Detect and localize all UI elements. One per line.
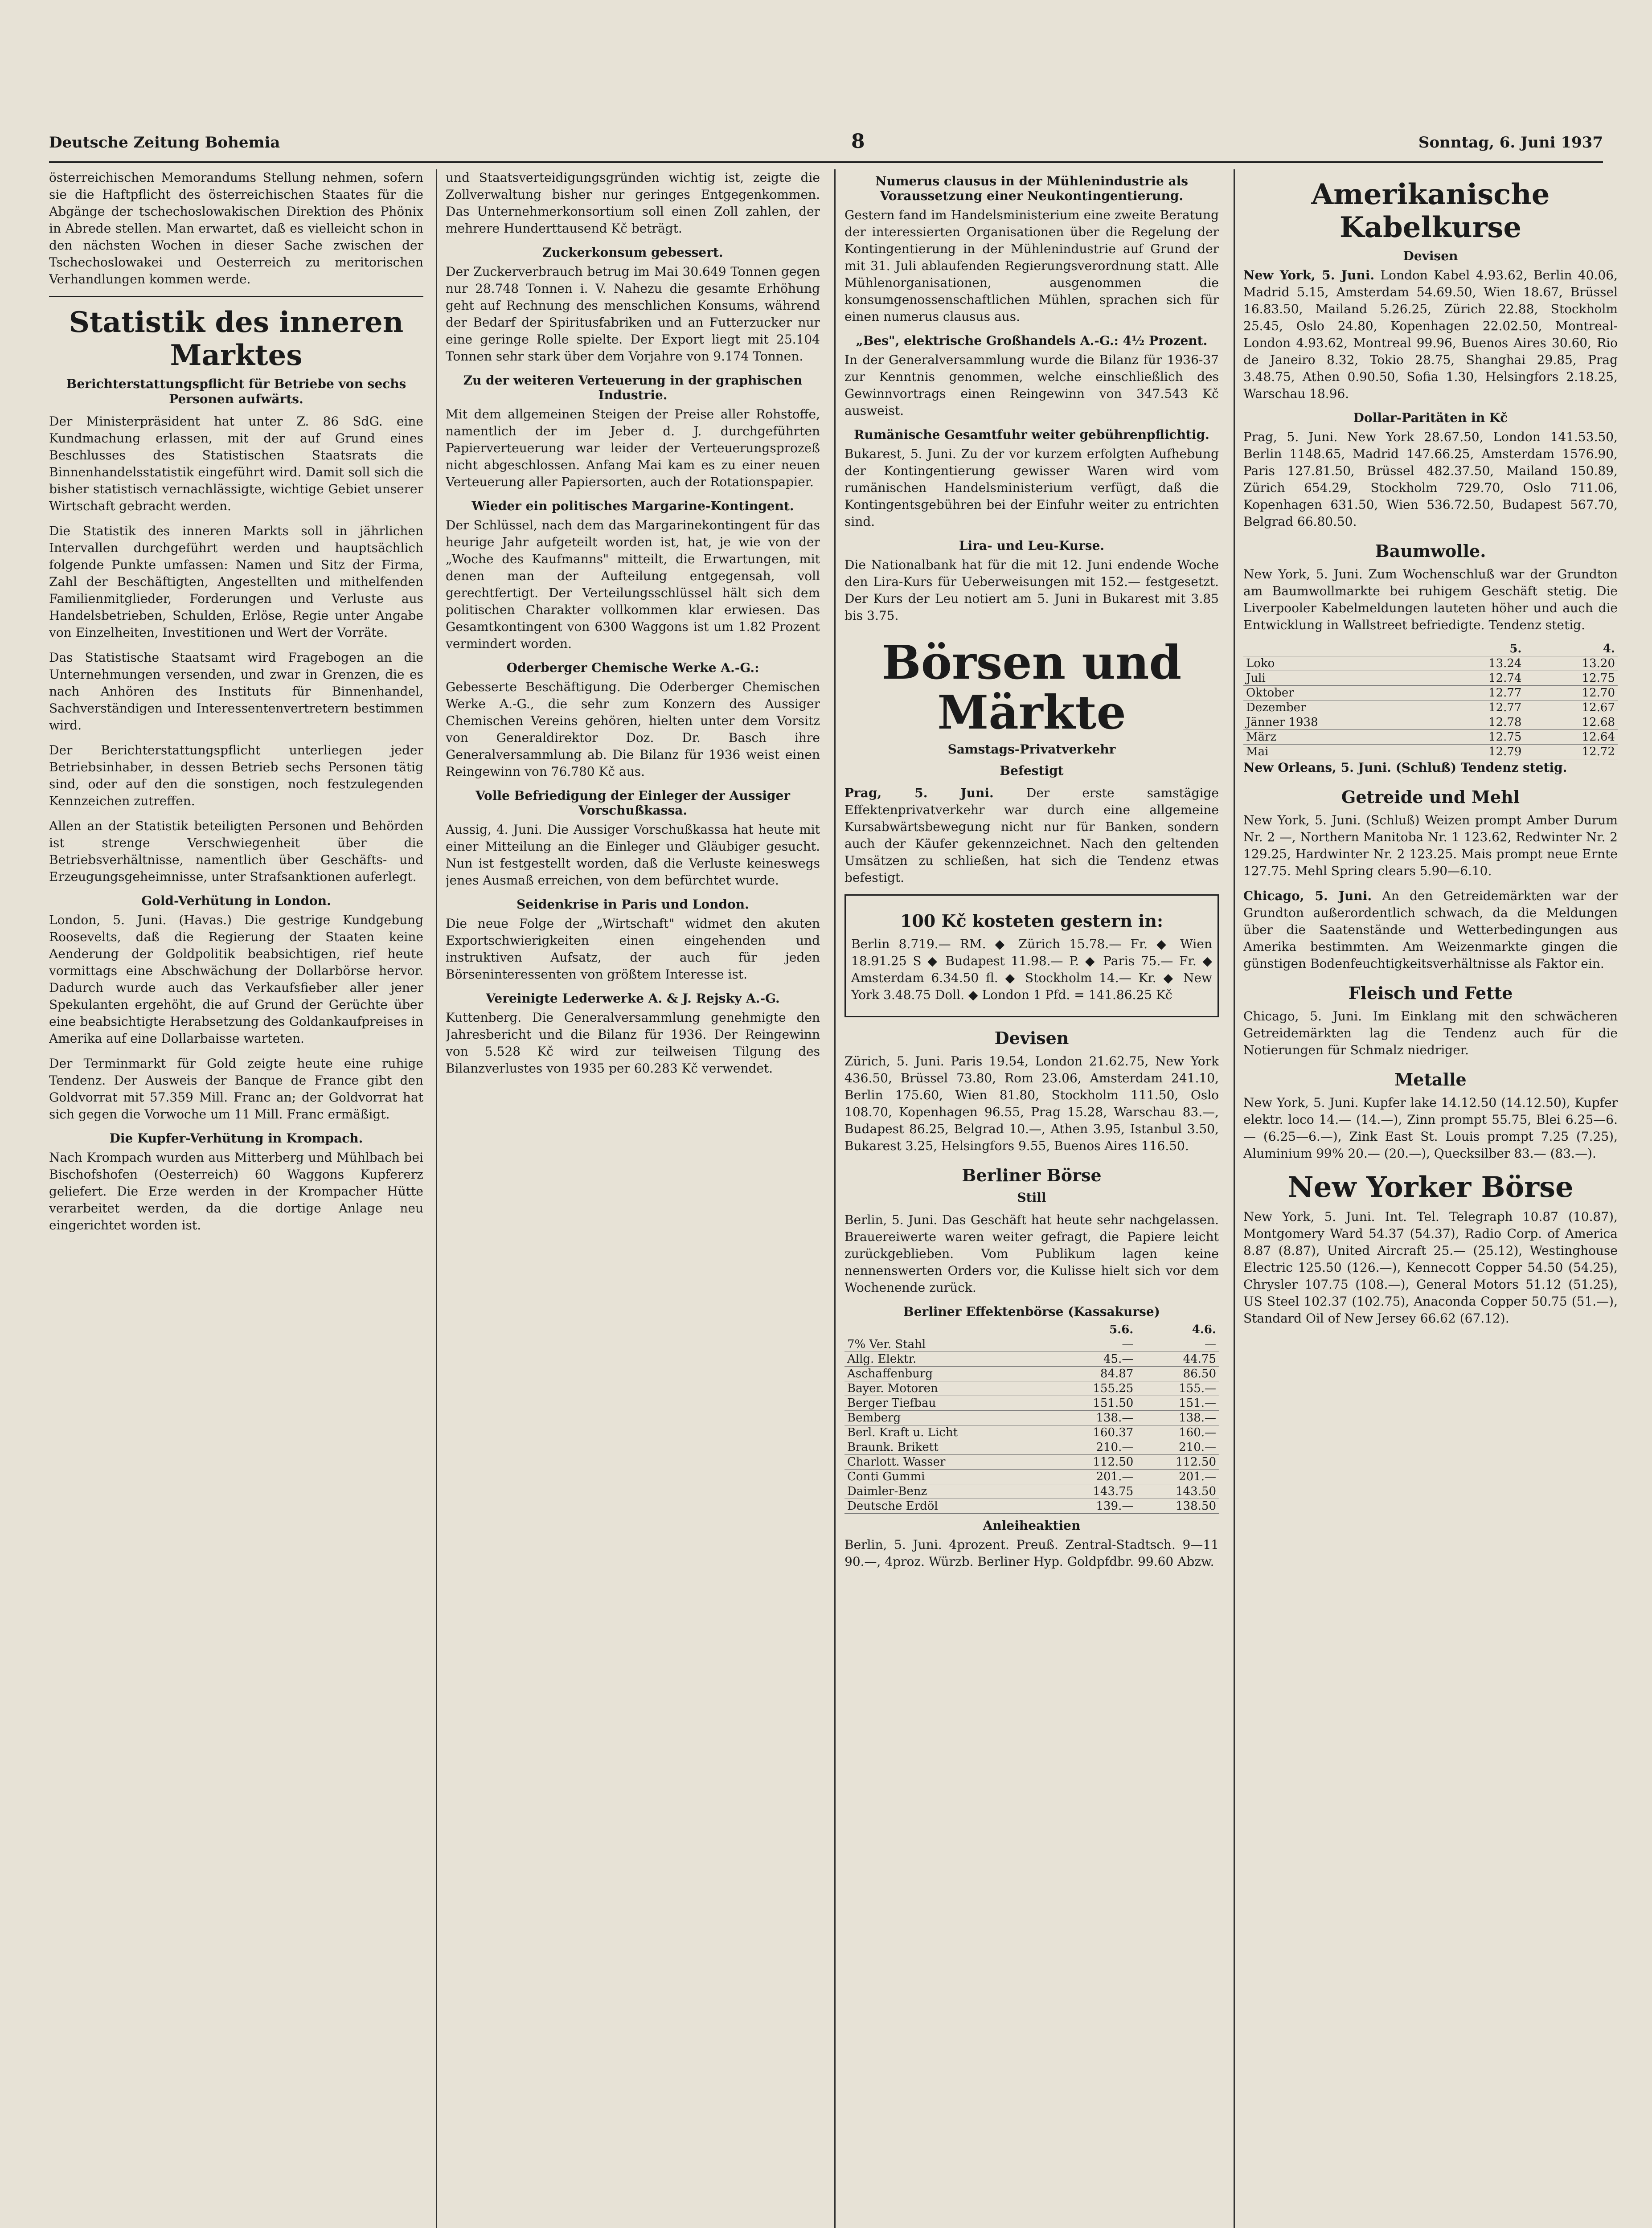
- row-value: 155.25: [1054, 1381, 1136, 1396]
- article-title: Wieder ein politisches Margarine-Kontingent.: [471, 499, 794, 513]
- row-value: 45.—: [1054, 1352, 1136, 1367]
- row-value: 12.68: [1524, 715, 1618, 730]
- section-title: Devisen: [1403, 249, 1458, 263]
- article-paragraph: Chicago, 5. Juni. Im Einklang mit den schwächeren Getreidemärkten lag die Tendenz auch für die Notierungen für Schmalz niedriger.: [1243, 1009, 1618, 1057]
- section-title: Baumwolle.: [1375, 541, 1486, 561]
- article-title: Seidenkrise in Paris und London.: [517, 897, 749, 912]
- article-title: Oderberger Chemische Werke A.-G.:: [506, 660, 759, 675]
- row-value: 155.—: [1136, 1381, 1219, 1396]
- article-paragraph: Mit dem allgemeinen Steigen der Preise aller Rohstoffe, namentlich der im Jeber d. J. durchgeführten Papierverteuerung war leider der Verteuerungsprozeß nicht abgeschlossen. Anfang Mai kam es zu einer neuen Verteuerung aller Papiersorten, auch der Rotationspapier.: [446, 407, 820, 489]
- row-value: 4.: [1524, 642, 1618, 656]
- article-paragraph: Die neue Folge der „Wirtschaft" widmet den akuten Exportschwierigkeiten einen eingehenden und instruktiven Aufsatz, der auch für jeden Börseninteressenten von größtem Interesse ist.: [446, 916, 820, 982]
- row-value: 138.50: [1136, 1499, 1219, 1514]
- row-label: Charlott. Wasser: [844, 1455, 1054, 1470]
- row-value: 13.20: [1524, 656, 1618, 671]
- row-value: 44.75: [1136, 1352, 1219, 1367]
- row-value: 201.—: [1136, 1470, 1219, 1484]
- row-label: Deutsche Erdöl: [844, 1499, 1054, 1514]
- row-value: 12.70: [1524, 686, 1618, 700]
- row-value: 151.50: [1054, 1396, 1136, 1411]
- table-row: [844, 1440, 1219, 1455]
- dateline: New York, 5. Juni.: [1243, 268, 1375, 283]
- column-4: [1243, 169, 1618, 2228]
- article-paragraph: New York, 5. Juni. Kupfer lake 14.12.50 (14.12.50), Kupfer elektr. loco 14.— (14.—), Zinn prompt 55.75, Blei 6.25—6.— (6.25—6.—), Zink East St. Louis prompt 7.25 (7.25), Aluminium 99% 20.— (20.—), Quecksilber 83.— (83.—).: [1243, 1095, 1618, 1161]
- row-label: Loko: [1243, 656, 1431, 671]
- article-paragraph: London, 5. Juni. (Havas.) Die gestrige Kundgebung Roosevelts, daß die Regierung der Staaten keine Aenderung der Goldpolitik beabsichtigen, rief heute vormittags eine Abschwächung der Dollarbörse hervor. Dadurch wurde auch das Verkaufsfieber aller jener Spekulanten ergehöht, die auf Grund der Gerüchte über eine beabsichtigte Herabsetzung des Goldankaufpreises in Amerika auf eine Dollarbaisse warteten.: [49, 913, 423, 1046]
- table-row: [844, 1396, 1219, 1411]
- article-title: Gold-Verhütung in London.: [141, 893, 331, 908]
- row-value: 12.75: [1524, 671, 1618, 686]
- article-paragraph: Prag, 5. Juni. New York 28.67.50, London 141.53.50, Berlin 1148.65, Madrid 147.66.25, Amsterdam 1576.90, Paris 127.81.50, Brüssel 482.37.50, Mailand 150.89, Zürich 654.29, Stockholm 729.70, Oslo 711.06, Kopenhagen 631.50, Wien 536.72.50, Budapest 567.70, Belgrad 66.80.50.: [1243, 430, 1618, 529]
- row-label: Juli: [1243, 671, 1431, 686]
- headline-statistik: Statistik des inneren Marktes: [69, 306, 404, 372]
- article-paragraph: New York, 5. Juni. Int. Tel. Telegraph 10.87 (10.87), Montgomery Ward 54.37 (54.37), Radio Corp. of America 8.87 (8.87), United Aircraft 25.— (25.12), Westinghouse Electric 125.50 (126.—), Kennecott Copper 54.50 (54.25), Chrysler 107.75 (108.—), General Motors 51.12 (51.25), US Steel 102.37 (102.75), Anaconda Copper 50.75 (51.—), Standard Oil of New Jersey 66.62 (67.12).: [1243, 1209, 1618, 1326]
- table-row: [844, 1470, 1219, 1484]
- row-value: 13.24: [1431, 656, 1525, 671]
- table-row: [844, 1411, 1219, 1425]
- row-label: [844, 1323, 1054, 1337]
- row-value: 160.37: [1054, 1425, 1136, 1440]
- article-paragraph: Das Statistische Staatsamt wird Fragebogen an die Unternehmungen versenden, und zwar in Grenzen, die es nach Anhören des Instituts für Binnenhandel, Sachverständigen und Interessentenvertretern bestimmen wird.: [49, 650, 423, 733]
- masthead: [49, 130, 1603, 160]
- article-paragraph: New York, 5. Juni. Zum Wochenschluß war der Grundton am Baumwollmarkte bei ruhigem Geschäft stetig. Die Liverpooler Kabelmeldungen lauteten höher und auch die Entwicklung in Wallstreet befriedigte. Tendenz stetig.: [1243, 567, 1618, 632]
- box-text: Berlin 8.719.— RM. ◆ Zürich 15.78.— Fr. ◆ Wien 18.91.25 S ◆ Budapest 11.98.— P. ◆ Paris 75.— Fr. ◆ Amsterdam 6.34.50 fl. ◆ Stockholm 14.— Kr. ◆ New York 3.48.75 Doll. ◆ London 1 Pfd. = 141.86.25 Kč: [851, 937, 1212, 1002]
- row-value: 12.64: [1524, 730, 1618, 745]
- row-value: 138.—: [1054, 1411, 1136, 1425]
- column-1: [49, 169, 423, 2228]
- row-label: Aschaffenburg: [844, 1367, 1054, 1381]
- article-paragraph: Der Berichterstattungspflicht unterliegen jeder Betriebsinhaber, in dessen Betrieb sechs Personen tätig sind, oder auf den die sonstigen, noch festzulegenden Kennzeichen zutreffen.: [49, 743, 423, 808]
- article-paragraph: Berlin, 5. Juni. 4prozent. Preuß. Zentral-Stadtsch. 9—11 90.—, 4proz. Würzb. Berliner Hyp. Goldpfdbr. 99.60 Abzw.: [844, 1537, 1219, 1569]
- table-row: [844, 1499, 1219, 1514]
- row-label: Daimler-Benz: [844, 1484, 1054, 1499]
- column-divider: [1234, 169, 1235, 2228]
- table-row: [1243, 671, 1618, 686]
- headline-new-yorker-boerse: New Yorker Börse: [1287, 1171, 1574, 1204]
- table-row: [844, 1337, 1219, 1352]
- section-title: Getreide und Mehl: [1341, 787, 1520, 807]
- section-title: Dollar-Paritäten in Kč: [1353, 410, 1508, 425]
- subheadline: Berichterstattungspflicht für Betriebe von sechs Personen aufwärts.: [66, 377, 406, 406]
- row-value: 112.50: [1054, 1455, 1136, 1470]
- article-paragraph: Allen an der Statistik beteiligten Personen und Behörden ist strenge Verschwiegenheit über die Betriebsverhältnisse, namentlich über Geschäfts- und Erzeugungsgeheimnisse, unter Strafsanktionen auferlegt.: [49, 819, 423, 884]
- article-paragraph: Gebesserte Beschäftigung. Die Oderberger Chemischen Werke A.-G., die sehr zum Konzern des Aussiger Chemischen Vereins gehören, hielten unter dem Vorsitz von Generaldirektor Doz. Dr. Basch ihre Generalversammlung ab. Die Bilanz für 1936 weist einen Reingewinn von 76.780 Kč aus.: [446, 680, 820, 779]
- page-number: 8: [851, 130, 865, 153]
- row-label: Dezember: [1243, 700, 1431, 715]
- row-value: 12.67: [1524, 700, 1618, 715]
- article-continuation: und Staatsverteidigungsgründen wichtig ist, zeigte die Zollverwaltung bisher nur geringes Entgegenkommen. Das Unternehmerkonsortium soll einen Zoll zahlen, der mehrere Hunderttausend Kč beträgt.: [446, 170, 820, 236]
- table-row: [1243, 745, 1618, 759]
- article-paragraph: Nach Krompach wurden aus Mitterberg und Mühlbach bei Bischofshofen (Oesterreich) 60 Waggons Kupfererz geliefert. Die Erze werden in der Krompacher Hütte verarbeitet werden, da die dortige Anlage neu eingerichtet worden ist.: [49, 1150, 423, 1233]
- row-value: 86.50: [1136, 1367, 1219, 1381]
- section-title: Berliner Börse: [962, 1165, 1102, 1185]
- table-row: [844, 1381, 1219, 1396]
- article-text: London Kabel 4.93.62, Berlin 40.06, Madrid 5.15, Amsterdam 54.69.50, Wien 18.67, Brüssel 16.83.50, Mailand 5.26.25, Zürich 22.88, Stockholm 25.45, Oslo 24.80, Kopenhagen 22.02.50, Montreal-London 4.93.62, Montreal 99.96, Buenos Aires 30.60, Rio de Janeiro 8.32, Tokio 28.75, Shanghai 29.85, Prag 3.48.75, Athen 0.90.50, Sofia 1.30, Helsingfors 2.18.25, Warschau 18.96.: [1243, 268, 1618, 401]
- article-paragraph: Die Statistik des inneren Markts soll in jährlichen Intervallen durchgeführt werden und hauptsächlich folgende Punkte umfassen: Namen und Sitz der Firma, Zahl der Beschäftigten, Angestellten und mithelfenden Familienmitglieder, Forderungen und Verluste aus Handelsbetrieben, Schulden, Erlöse, Regie unter Angabe von Einzelheiten, Investitionen und Wert der Vorräte.: [49, 524, 423, 640]
- article-paragraph: Gestern fand im Handelsministerium eine zweite Beratung der interessierten Organisationen über die Regelung der Kontingentierung in der Mühlenindustrie auf Grund der mit 31. Juli ablaufenden Regierungsverordnung statt. Alle Mühlenorganisationen, ausgenommen die konsumgenossenschaftlichen Mühlen, sprachen sich für einen numerus clausus aus.: [844, 208, 1219, 324]
- row-label: Mai: [1243, 745, 1431, 759]
- row-value: —: [1136, 1337, 1219, 1352]
- article-paragraph: Die Nationalbank hat für die mit 12. Juni endende Woche den Lira-Kurs für Ueberweisungen mit 152.— festgesetzt. Der Kurs der Leu notiert am 5. Juni in Bukarest mit 3.85 bis 3.75.: [844, 557, 1219, 623]
- kassa-table: [844, 1323, 1219, 1514]
- dateline: New Orleans, 5. Juni. (Schluß) Tendenz stetig.: [1243, 760, 1567, 775]
- article-title: Die Kupfer-Verhütung in Krompach.: [109, 1131, 363, 1146]
- article-title: „Bes", elektrische Großhandels A.-G.: 4½ Prozent.: [856, 333, 1208, 348]
- issue-date: Sonntag, 6. Juni 1937: [1418, 134, 1603, 152]
- article-paragraph: Kuttenberg. Die Generalversammlung genehmigte den Jahresbericht und die Bilanz für 1936. Der Reingewinn von 5.528 Kč wird zur teilweisen Tilgung des Bilanzverlustes von 1935 per 60.283 Kč verwendet.: [446, 1010, 820, 1076]
- row-value: 151.—: [1136, 1396, 1219, 1411]
- row-value: 143.50: [1136, 1484, 1219, 1499]
- row-value: 12.79: [1431, 745, 1525, 759]
- row-value: 139.—: [1054, 1499, 1136, 1514]
- dateline: Chicago, 5. Juni.: [1243, 889, 1372, 903]
- headline-kabelkurse: Amerikanische Kabelkurse: [1311, 178, 1550, 244]
- article-paragraph: Der Terminmarkt für Gold zeigte heute eine ruhige Tendenz. Der Ausweis der Banque de France gibt den Goldvorrat mit 57.359 Mill. Franc an; der Goldvorrat hat sich gegen die Vorwoche um 11 Mill. Franc ermäßigt.: [49, 1056, 423, 1122]
- row-value: 201.—: [1054, 1470, 1136, 1484]
- article-paragraph: Der Zuckerverbrauch betrug im Mai 30.649 Tonnen gegen nur 28.748 Tonnen i. V. Nahezu die gesamte Erhöhung geht auf Rechnung des menschlichen Konsums, während der Bedarf der Spiritusfabriken und an Futterzucker nur eine geringe Rolle spielte. Der Export liegt mit 25.104 Tonnen sehr stark über dem Vorjahre von 9.174 Tonnen.: [446, 264, 820, 364]
- article-paragraph: Zürich, 5. Juni. Paris 19.54, London 21.62.75, New York 436.50, Brüssel 73.80, Rom 23.06, Amsterdam 241.10, Berlin 175.60, Wien 81.80, Stockholm 111.50, Oslo 108.70, Kopenhagen 96.55, Prag 15.28, Warschau 83.—, Budapest 86.25, Belgrad 10.—, Athen 3.95, Istanbul 3.50, Bukarest 3.25, Helsingfors 9.55, Buenos Aires 116.50.: [844, 1054, 1219, 1153]
- article-title: Lira- und Leu-Kurse.: [959, 538, 1105, 553]
- masthead-rule: [49, 161, 1603, 163]
- row-label: Allg. Elektr.: [844, 1352, 1054, 1367]
- article-title: Zu der weiteren Verteuerung in der graphischen Industrie.: [463, 373, 803, 402]
- row-label: 7% Ver. Stahl: [844, 1337, 1054, 1352]
- headline-boersen: Börsen und Märkte: [881, 635, 1182, 740]
- article-paragraph: Aussig, 4. Juni. Die Aussiger Vorschußkassa hat heute mit einer Mitteilung an die Einleger und Gläubiger gesucht. Nun ist festgestellt worden, daß die Verluste keineswegs jenes Ausmaß erreichen, von dem befürchtet wurde.: [446, 822, 820, 888]
- row-value: 138.—: [1136, 1411, 1219, 1425]
- row-value: 12.75: [1431, 730, 1525, 745]
- subheadline: Samstags-Privatverkehr: [947, 742, 1116, 757]
- row-value: 143.75: [1054, 1484, 1136, 1499]
- section-title: Metalle: [1394, 1069, 1467, 1089]
- row-label: Jänner 1938: [1243, 715, 1431, 730]
- cotton-table: [1243, 642, 1618, 759]
- table-row: [844, 1425, 1219, 1440]
- row-value: 210.—: [1054, 1440, 1136, 1455]
- table-row: [1243, 656, 1618, 671]
- row-label: Berger Tiefbau: [844, 1396, 1054, 1411]
- article-text: An den Getreidemärkten war der Grundton außerordentlich schwach, da die Meldungen über die Saatenstände und Wetterbedingungen aus Amerika bestimmten. Am Weizenmarkte gingen die günstigen Bodenfeuchtigkeitsverhältnisse als Faktor ein.: [1243, 889, 1618, 971]
- row-label: Braunk. Brikett: [844, 1440, 1054, 1455]
- row-value: 84.87: [1054, 1367, 1136, 1381]
- article-title: Volle Befriedigung der Einleger der Aussiger Vorschußkassa.: [475, 788, 791, 818]
- tendency-label: Befestigt: [1000, 763, 1064, 778]
- row-label: Bayer. Motoren: [844, 1381, 1054, 1396]
- article-title: Zuckerkonsum gebessert.: [542, 245, 723, 260]
- article-title: Anleiheaktien: [983, 1518, 1081, 1533]
- row-value: 12.77: [1431, 700, 1525, 715]
- article-paragraph: Der Ministerpräsident hat unter Z. 86 SdG. eine Kundmachung erlassen, mit der auf Grund eines Beschlusses des Statistischen Staatsrats die Binnenhandelsstatistik eingeführt wird. Damit soll sich die bisher statistisch vernachlässigte, wichtige Gebiet unserer Wirtschaft gebracht werden.: [49, 414, 423, 513]
- row-value: 160.—: [1136, 1425, 1219, 1440]
- row-value: —: [1054, 1337, 1136, 1352]
- tendency-label: Still: [1017, 1190, 1046, 1205]
- article-title: Vereinigte Lederwerke A. & J. Rejsky A.-G.: [486, 991, 780, 1006]
- table-row: [844, 1484, 1219, 1499]
- row-value: 12.72: [1524, 745, 1618, 759]
- article-paragraph: Bukarest, 5. Juni. Zu der vor kurzem erfolgten Aufhebung der Kontingentierung gewisser Waren wird vom rumänischen Handelsministerium verfügt, daß die Kontingentsgebühren bei der Einfuhr weiter zu entrichten sind.: [844, 446, 1219, 529]
- table-row: [1243, 686, 1618, 700]
- table-row: [844, 1367, 1219, 1381]
- box-title: 100 Kč kosteten gestern in:: [900, 911, 1164, 931]
- dateline: Prag, 5. Juni.: [844, 786, 994, 800]
- row-value: 5.: [1431, 642, 1525, 656]
- article-paragraph: New York, 5. Juni. (Schluß) Weizen prompt Amber Durum Nr. 2 —, Northern Manitoba Nr. 1 123.62, Redwinter Nr. 2 129.25, Hardwinter Nr. 2 123.25. Mais prompt neue Ernte 127.75. Mehl Spring clears 5.90—6.10.: [1243, 813, 1618, 878]
- table-row: [1243, 715, 1618, 730]
- table-row: [844, 1455, 1219, 1470]
- table-header-row: [844, 1323, 1219, 1337]
- article-title: Rumänische Gesamtfuhr weiter gebührenpflichtig.: [854, 427, 1209, 442]
- article-paragraph: Berlin, 5. Juni. Das Geschäft hat heute sehr nachgelassen. Brauereiwerte waren weiter gefragt, die Papiere leicht zurückgeblieben. Vom Publikum lagen keine nennenswerten Orders vor, die Kulisse hielt sich vor dem Wochenende zurück.: [844, 1212, 1219, 1295]
- row-value: 210.—: [1136, 1440, 1219, 1455]
- column-divider: [834, 169, 836, 2228]
- column-divider: [436, 169, 437, 2228]
- row-label: Oktober: [1243, 686, 1431, 700]
- article-paragraph: In der Generalversammlung wurde die Bilanz für 1936-37 zur Kenntnis genommen, welche einschließlich des Gewinnvortrags einen Reingewinn von 347.543 Kč ausweist.: [844, 352, 1219, 418]
- row-value: 5.6.: [1054, 1323, 1136, 1337]
- article-title: Numerus clausus in der Mühlenindustrie als Voraussetzung einer Neukontingentierung.: [875, 174, 1189, 203]
- exchange-box: [844, 894, 1219, 1017]
- article-paragraph: Der Schlüssel, nach dem das Margarinekontingent für das heurige Jahr aufgeteilt worden ist, hat, je wie von der „Woche des Kaufmanns" mitteilt, die Erwartungen, mit denen man der Aufteilung entgegensah, voll gerechtfertigt. Der Verteilungsschlüssel hält sich dem politischen Charakter vollkommen klar erwiesen. Das Gesamtkontingent von 6300 Waggons ist um 1.82 Prozent vermindert worden.: [446, 518, 820, 651]
- section-rule: [49, 296, 423, 297]
- table-title: Berliner Effektenbörse (Kassakurse): [903, 1304, 1160, 1319]
- section-title: Fleisch und Fette: [1348, 983, 1513, 1003]
- row-label: Bemberg: [844, 1411, 1054, 1425]
- article-continuation: österreichischen Memorandums Stellung nehmen, sofern sie die Haftpflicht des österreichischen Staates für die Abgänge der tschechoslowakischen Direktion des Phönix in Abrede stellen. Man erwartet, daß es vielleicht schon in den nächsten Wochen in dieser Sache zwischen der Tschechoslowakei und Oesterreich zu meritorischen Verhandlungen kommen werde.: [49, 170, 423, 287]
- newspaper-title: Deutsche Zeitung Bohemia: [49, 134, 280, 152]
- table-row: [844, 1352, 1219, 1367]
- table-row: [1243, 730, 1618, 745]
- table-row: [1243, 700, 1618, 715]
- row-value: 12.78: [1431, 715, 1525, 730]
- row-label: März: [1243, 730, 1431, 745]
- row-value: 112.50: [1136, 1455, 1219, 1470]
- section-title: Devisen: [994, 1028, 1069, 1048]
- row-value: 4.6.: [1136, 1323, 1219, 1337]
- row-value: 12.77: [1431, 686, 1525, 700]
- row-value: 12.74: [1431, 671, 1525, 686]
- column-2: [446, 169, 820, 2228]
- table-header-row: [1243, 642, 1618, 656]
- row-label: Conti Gummi: [844, 1470, 1054, 1484]
- article-text: Der erste samstägige Effektenprivatverkehr war durch eine allgemeine Kursabwärtsbewegung nicht nur für Banken, sondern auch der Käufer gekennzeichnet. Nach den geltenden Umsätzen zu schließen, hat sich die Tendenz etwas befestigt.: [844, 786, 1219, 885]
- row-label: Berl. Kraft u. Licht: [844, 1425, 1054, 1440]
- column-3: [844, 169, 1219, 2228]
- row-label: [1243, 642, 1431, 656]
